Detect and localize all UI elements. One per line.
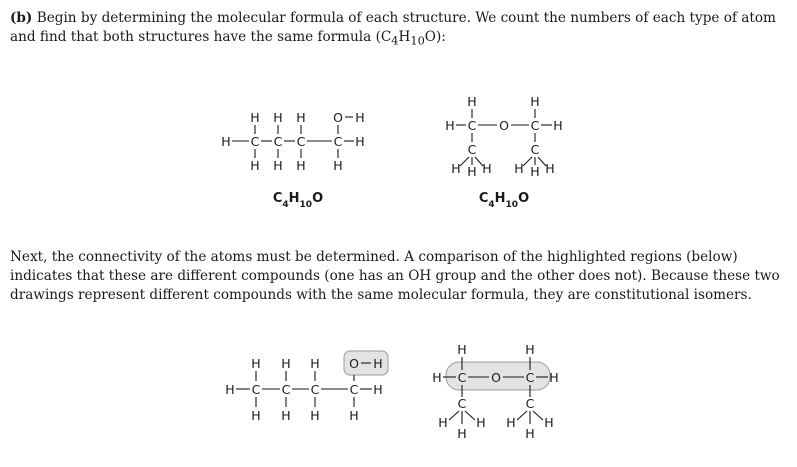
atom-c: C bbox=[467, 118, 477, 133]
ether-skeleton bbox=[445, 94, 562, 179]
alcohol-structure-highlighted bbox=[216, 350, 396, 430]
atom-h: H bbox=[373, 382, 383, 397]
alcohol-formula: $C_4H_{10}O$ bbox=[272, 191, 324, 210]
ether-formula: $C_4H_{10}O$ bbox=[478, 191, 530, 210]
atom-o: O bbox=[491, 370, 501, 385]
atom-h: H bbox=[355, 134, 365, 149]
atom-h: H bbox=[467, 94, 477, 109]
atom-h: H bbox=[333, 158, 343, 173]
atom-c: C bbox=[467, 142, 477, 157]
atom-c: C bbox=[530, 118, 540, 133]
atom-h: H bbox=[506, 415, 516, 430]
atom-h: H bbox=[250, 158, 260, 173]
atom-h: H bbox=[451, 161, 461, 176]
atom-c: C bbox=[349, 382, 359, 397]
formula-sub-c: 4 bbox=[391, 33, 399, 48]
part-label: (b) bbox=[10, 10, 33, 26]
atom-c: C bbox=[530, 142, 540, 157]
ether-skeleton bbox=[432, 342, 558, 441]
atom-h: H bbox=[349, 408, 359, 423]
atom-h: H bbox=[250, 110, 260, 125]
atom-c: C bbox=[525, 396, 535, 411]
atom-c: C bbox=[296, 134, 306, 149]
atom-h: H bbox=[251, 408, 261, 423]
atom-h: H bbox=[310, 408, 320, 423]
atom-h: H bbox=[310, 356, 320, 371]
atom-h: H bbox=[296, 110, 306, 125]
atom-h: H bbox=[476, 415, 486, 430]
alcohol-skeleton bbox=[221, 110, 364, 173]
atom-c: C bbox=[310, 382, 320, 397]
atom-h: H bbox=[530, 94, 540, 109]
atom-h: H bbox=[467, 164, 477, 179]
atom-c: C bbox=[273, 134, 283, 149]
atom-c: C bbox=[333, 134, 343, 149]
atom-h: H bbox=[225, 382, 235, 397]
atom-h: H bbox=[445, 118, 455, 133]
atom-c: C bbox=[251, 382, 261, 397]
atom-h: H bbox=[457, 342, 467, 357]
intro-paragraph bbox=[10, 9, 780, 51]
atom-h: H bbox=[438, 415, 448, 430]
atom-o: O bbox=[333, 110, 343, 125]
ether-structure-top bbox=[440, 92, 590, 208]
formula-sub-h: 10 bbox=[410, 33, 425, 48]
atom-c: C bbox=[457, 370, 467, 385]
atom-h: H bbox=[251, 356, 261, 371]
atom-h: H bbox=[549, 370, 559, 385]
atom-o: O bbox=[349, 356, 359, 371]
atom-h: H bbox=[373, 356, 383, 371]
atom-h: H bbox=[553, 118, 563, 133]
atom-h: H bbox=[355, 110, 365, 125]
atom-h: H bbox=[525, 426, 535, 441]
atom-h: H bbox=[281, 408, 291, 423]
atom-h: H bbox=[545, 161, 555, 176]
atom-c: C bbox=[457, 396, 467, 411]
atom-h: H bbox=[221, 134, 231, 149]
atom-h: H bbox=[273, 110, 283, 125]
atom-c: C bbox=[525, 370, 535, 385]
formula-h: H bbox=[398, 29, 411, 45]
atom-h: H bbox=[530, 164, 540, 179]
atom-h: H bbox=[544, 415, 554, 430]
atom-h: H bbox=[482, 161, 492, 176]
intro-text: Begin by determining the molecular formula of each structure. We count the numbers of each type of atom and find that both structures have the same formula (C bbox=[10, 10, 776, 45]
atom-h: H bbox=[457, 426, 467, 441]
ether-structure-highlighted bbox=[424, 340, 574, 452]
intro-text-end: O): bbox=[424, 29, 446, 45]
atom-h: H bbox=[281, 356, 291, 371]
atom-h: H bbox=[273, 158, 283, 173]
atom-o: O bbox=[499, 118, 509, 133]
atom-c: C bbox=[281, 382, 291, 397]
connectivity-paragraph: Next, the connectivity of the atoms must be determined. A comparison of the highlighted regions (below) indicates that these are different compounds (one has an OH group and the other does not). Because these two drawings represent different compounds with the same molecular formula, they are constitutional isomers. bbox=[10, 249, 780, 303]
atom-h: H bbox=[296, 158, 306, 173]
atom-c: C bbox=[250, 134, 260, 149]
alcohol-structure-top bbox=[210, 108, 380, 208]
atom-h: H bbox=[525, 342, 535, 357]
atom-h: H bbox=[432, 370, 442, 385]
atom-h: H bbox=[514, 161, 524, 176]
